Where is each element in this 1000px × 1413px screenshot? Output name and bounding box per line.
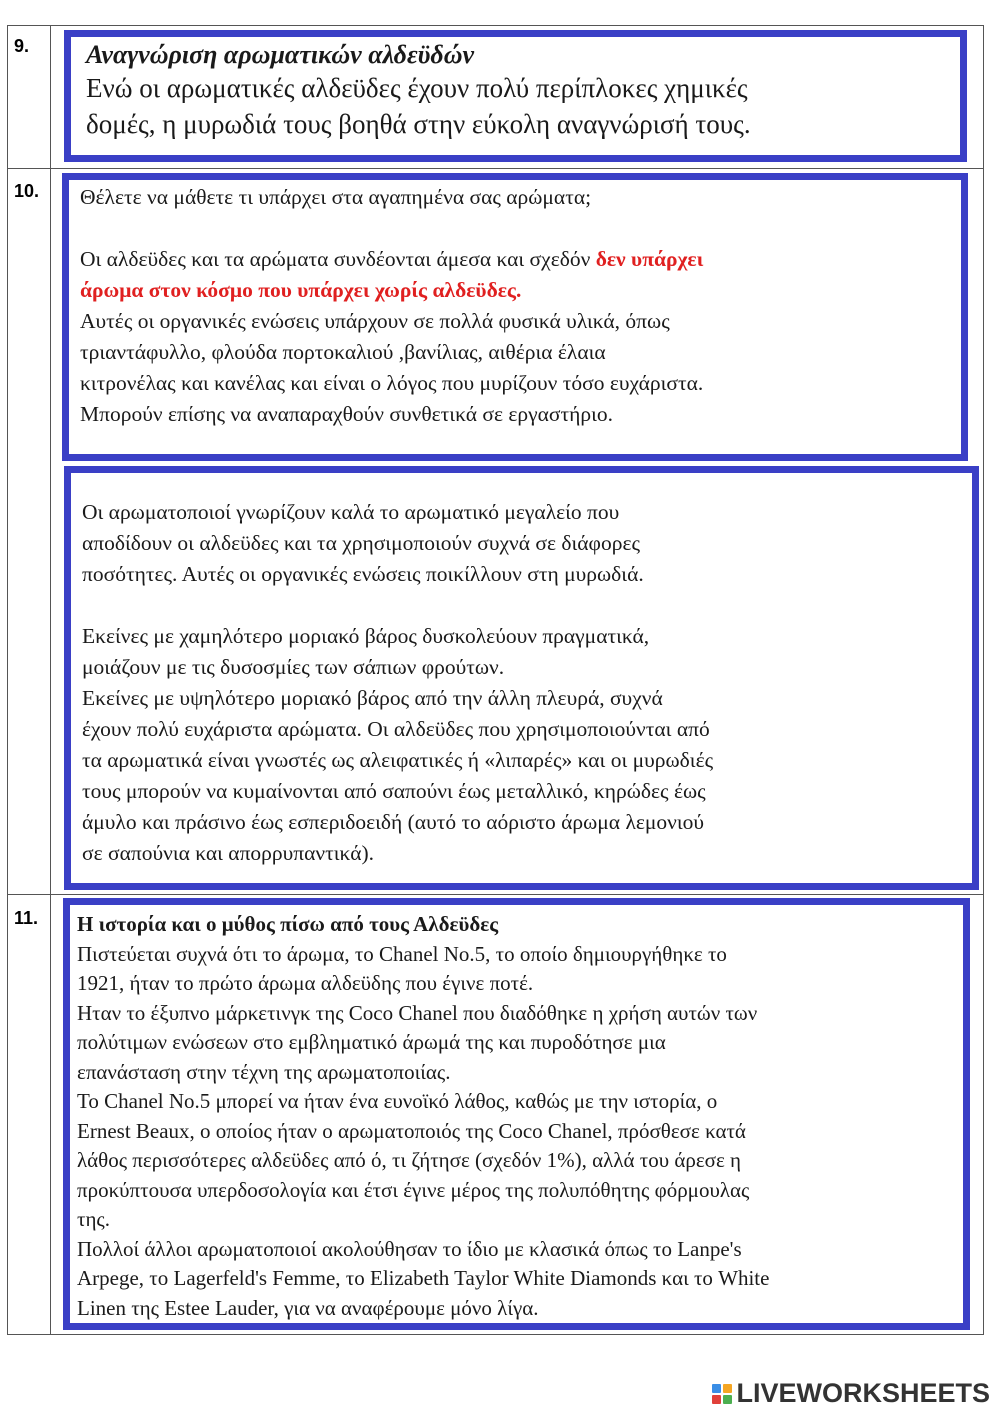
highlight-text: άρωμα στον κόσμο που υπάρχει χωρίς αλδεϋδες. [80, 278, 522, 302]
section-10-p1-first-line: Οι αλδεϋδες και τα αρώματα συνδέονται άμεσα και σχεδόν δεν υπάρχει [80, 247, 704, 271]
section-10-line: Μπορούν επίσης να αναπαραχθούν συνθετικά σε εργαστήριο. [80, 402, 614, 426]
logo-text: LIVEWORKSHEETS [736, 1378, 990, 1408]
section-11-line: Arpege, το Lagerfeld's Femme, το Elizabeth Taylor White Diamonds και το White [77, 1266, 770, 1290]
section-11-line: 1921, ήταν το πρώτο άρωμα αλδεϋδης που έγινε ποτέ. [77, 971, 534, 995]
row-divider [8, 168, 983, 169]
liveworksheets-logo[interactable] [712, 1378, 990, 1409]
section-11-line: Ηταν το έξυπνο μάρκετινγκ της Coco Chanel που διαδόθηκε η χρήση αυτών των [77, 1000, 758, 1025]
section-10-line: σε σαπούνια και απορρυπαντικά). [82, 841, 374, 865]
row-number-10: 10. [14, 181, 40, 201]
section-10-line: Εκείνες με υψηλότερο μοριακό βάρος από την άλλη πλευρά, συχνά [82, 686, 663, 710]
section-9-line: δομές, η μυρωδιά τους βοηθά στην εύκολη αναγνώρισή τους. [86, 109, 751, 139]
section-10a [80, 182, 950, 430]
section-11 [77, 910, 962, 1323]
logo-square [712, 1384, 721, 1393]
section-11-line: προκύπτουσα υπερδοσολογία και έτσι έγινε μέρος της πολυπόθητης φόρμουλας [77, 1177, 750, 1202]
row-number-11: 11. [14, 908, 39, 928]
section-10-line: έχουν πολύ ευχάριστα αρώματα. Οι αλδεϋδες που χρησιμοποιούνται από [82, 717, 710, 741]
logo-square [712, 1395, 721, 1404]
section-10b [82, 497, 967, 869]
section-11-line: πολύτιμων ενώσεων στο εμβληματικό άρωμά της και πυροδότησε μια [77, 1030, 666, 1054]
section-10-line: τα αρωματικά είναι γνωστές ως αλειφατικές ή «λιπαρές» και οι μυρωδιές [82, 748, 714, 772]
section-10-line: κιτρονέλας και κανέλας και είναι ο λόγος που μυρίζουν τόσο ευχάριστα. [80, 371, 704, 395]
section-11-line: Το Chanel No.5 μπορεί να ήταν ένα ευνοϊκό λάθος, καθώς με την ιστορία, ο [77, 1089, 718, 1113]
logo-grid-icon [712, 1384, 732, 1404]
section-11-line: Ernest Beaux, ο οποίος ήταν ο αρωματοποιός της Coco Chanel, πρόσθεσε κατά [77, 1118, 746, 1143]
section-11-line: της. [77, 1207, 110, 1231]
column-divider [50, 26, 51, 1334]
section-11-line: Linen της Estee Lauder, για να αναφέρουμε μόνο λίγα. [77, 1295, 539, 1320]
section-10-line: μοιάζουν με τις δυσοσμίες των σάπιων φρούτων. [82, 655, 505, 679]
section-11-line: επανάσταση στην τέχνη της αρωματοποιίας. [77, 1059, 451, 1084]
section-11-line: λάθος περισσότερες αλδεϋδες από ό, τι ζήτησε (σχεδόν 1%), αλλά του άρεσε η [77, 1148, 742, 1172]
section-10-intro: Θέλετε να μάθετε τι υπάρχει στα αγαπημένα σας αρώματα; [80, 185, 592, 209]
section-9-title: Αναγνώριση αρωματικών αλδεϋδών [86, 40, 475, 69]
section-9-line: Ενώ οι αρωματικές αλδεϋδες έχουν πολύ περίπλοκες χημικές [86, 73, 748, 103]
section-11-title: Η ιστορία και ο μύθος πίσω από τους Αλδεϋδες [77, 912, 499, 936]
highlight-text: δεν υπάρχει [595, 247, 704, 271]
section-10-line: Αυτές οι οργανικές ενώσεις υπάρχουν σε πολλά φυσικά υλικά, όπως [80, 309, 670, 333]
section-10-line: τους μπορούν να κυμαίνονται από σαπούνι έως μεταλλικό, κηρώδες έως [82, 779, 706, 803]
section-10-line: άμυλο και πράσινο έως εσπεριδοειδή (αυτό το αόριστο άρωμα λεμονιού [82, 810, 705, 834]
section-10-line: τριαντάφυλλο, φλούδα πορτοκαλιού ,βανίλιας, αιθέρια έλαια [80, 340, 606, 364]
logo-square [723, 1395, 732, 1404]
section-10-line: αποδίδουν οι αλδεϋδες και τα χρησιμοποιούν συχνά σε διάφορες [82, 531, 640, 555]
section-11-line: Πολλοί άλλοι αρωματοποιοί ακολούθησαν το ίδιο με κλασικά όπως το Lanpe's [77, 1236, 742, 1261]
section-10-line: ποσότητες. Αυτές οι οργανικές ενώσεις ποικίλλουν στη μυρωδιά. [82, 562, 644, 586]
logo-square [723, 1384, 732, 1393]
section-10-line: Εκείνες με χαμηλότερο μοριακό βάρος δυσκολεύουν πραγματικά, [82, 624, 650, 648]
section-9 [86, 40, 956, 142]
section-11-line: Πιστεύεται συχνά ότι το άρωμα, το Chanel No.5, το οποίο δημιουργήθηκε το [77, 941, 727, 966]
row-number-9: 9. [14, 36, 30, 56]
row-divider [8, 894, 983, 895]
section-10-line: Οι αρωματοποιοί γνωρίζουν καλά το αρωματικό μεγαλείο που [82, 500, 620, 524]
